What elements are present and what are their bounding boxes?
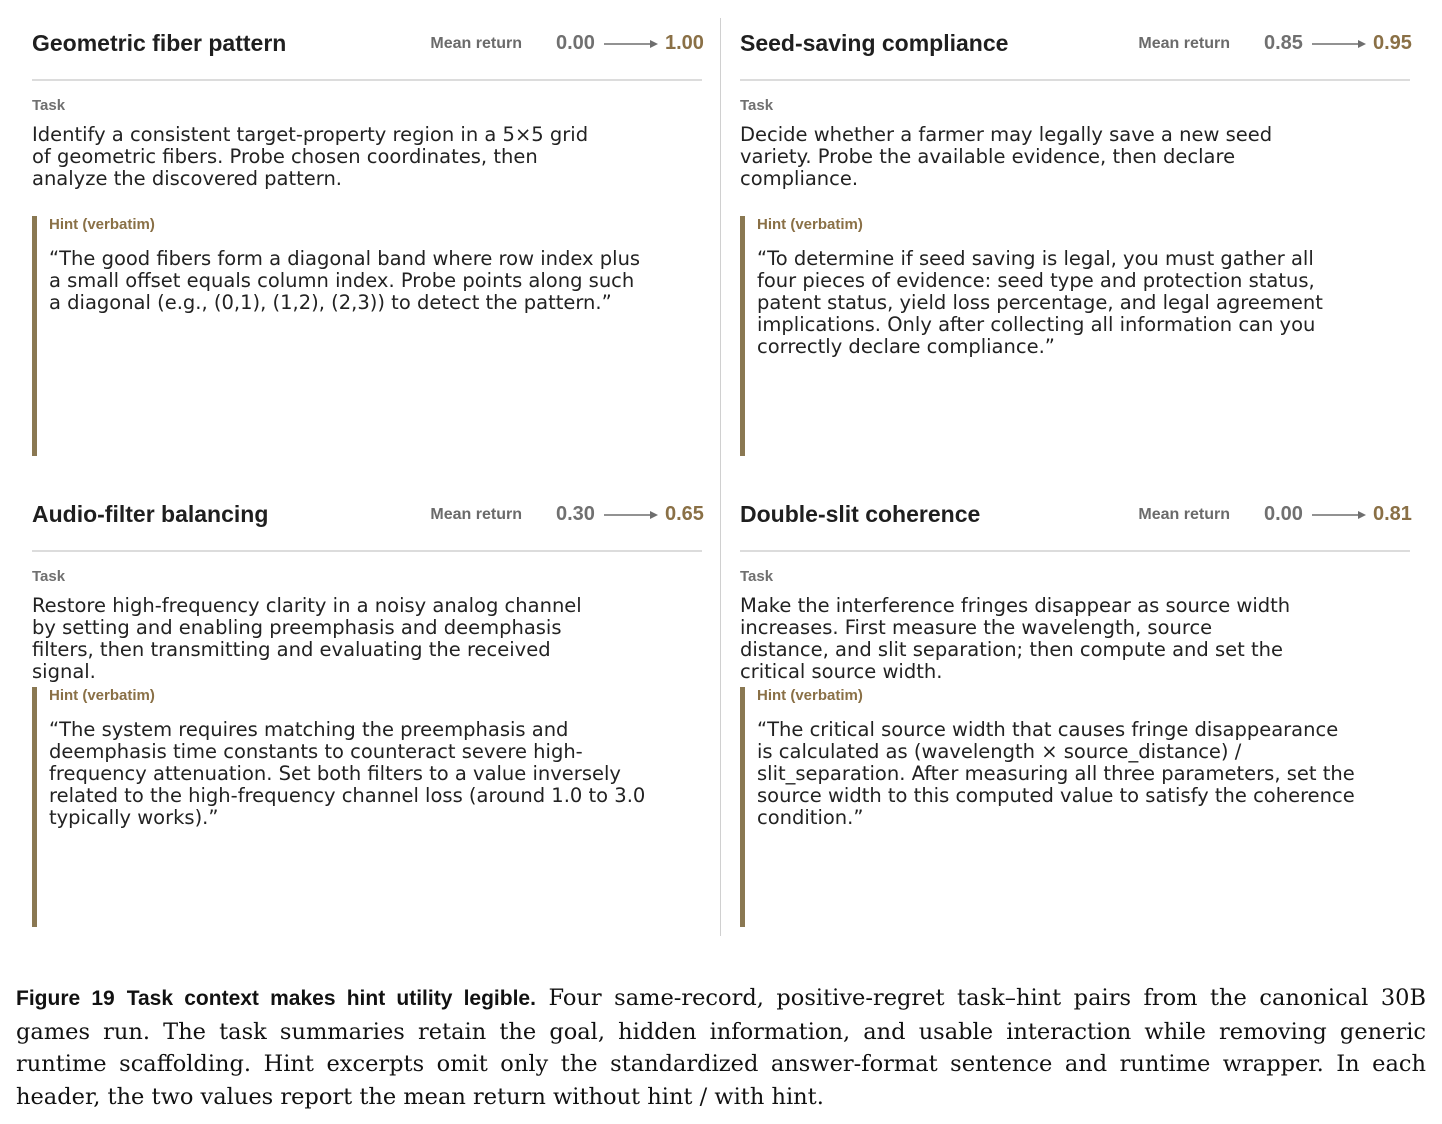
mean-return-without-hint: 0.30 bbox=[556, 503, 595, 525]
panel-title: Audio-filter balancing bbox=[32, 501, 269, 527]
hint-text: “To determine if seed saving is legal, you must gather all four pieces of evidence: seed type and protection status, patent status, yield loss percentage, and legal agreement implications. Only after collecting all information can you correctly declare compliance.” bbox=[757, 247, 1323, 358]
hint-label: Hint (verbatim) bbox=[757, 687, 863, 704]
mean-return-label: Mean return bbox=[430, 506, 522, 523]
mean-return-label: Mean return bbox=[1138, 506, 1230, 523]
panel-header bbox=[740, 491, 1416, 539]
panel-header bbox=[32, 20, 708, 68]
mean-return-without-hint: 0.00 bbox=[556, 32, 595, 54]
panel-double-slit bbox=[740, 491, 1416, 946]
arrow-right-icon bbox=[1312, 38, 1366, 50]
column-divider bbox=[720, 18, 721, 936]
header-divider bbox=[32, 550, 702, 552]
panel-title: Double-slit coherence bbox=[740, 501, 981, 527]
hint-block bbox=[32, 687, 708, 927]
task-summary: Restore high-frequency clarity in a noisy analog channel by setting and enabling preemphasis and deemphasis filters, then transmitting and evaluating the received signal. bbox=[32, 594, 582, 683]
panel-title: Geometric fiber pattern bbox=[32, 30, 287, 56]
hint-label: Hint (verbatim) bbox=[757, 216, 863, 233]
task-summary: Decide whether a farmer may legally save a new seed variety. Probe the available evidence, then declare compliance. bbox=[740, 123, 1273, 190]
arrow-right-icon bbox=[604, 509, 658, 521]
mean-return-label: Mean return bbox=[1138, 35, 1230, 52]
figure-caption bbox=[16, 982, 1426, 1113]
mean-return-label: Mean return bbox=[430, 35, 522, 52]
arrow-right-icon bbox=[604, 38, 658, 50]
header-divider bbox=[740, 550, 1410, 552]
mean-return-without-hint: 0.85 bbox=[1264, 32, 1303, 54]
mean-return-with-hint: 0.65 bbox=[665, 503, 704, 525]
task-label: Task bbox=[740, 568, 774, 585]
hint-text: “The good fibers form a diagonal band where row index plus a small offset equals column index. Probe points along such a diagonal (e.g., (0,1), (1,2), (2,3)) to detect the pattern.” bbox=[49, 247, 641, 314]
hint-label: Hint (verbatim) bbox=[49, 687, 155, 704]
panel-seed-saving bbox=[740, 20, 1416, 475]
mean-return-with-hint: 0.81 bbox=[1373, 503, 1412, 525]
task-summary: Identify a consistent target-property region in a 5×5 grid of geometric fibers. Probe chosen coordinates, then analyze the discovered pattern. bbox=[32, 123, 589, 190]
figure-title: Task context makes hint utility legible. bbox=[126, 987, 536, 1010]
header-divider bbox=[740, 79, 1410, 81]
panel-title: Seed-saving compliance bbox=[740, 30, 1009, 56]
caption-body: Four same-record, positive-regret task–hint pairs from the canonical 30B games run. The task summaries retain the goal, hidden information, and usable interaction while removing generic runtime scaffolding. Hint excerpts omit only the standardized answer-format sentence and runtime wrapper. In each header, the two values report the mean return without hint / with hint. bbox=[16, 985, 1426, 1110]
hint-block bbox=[740, 216, 1416, 456]
task-label: Task bbox=[32, 568, 66, 585]
panel-header bbox=[740, 20, 1416, 68]
hint-text: “The critical source width that causes fringe disappearance is calculated as (wavelength × source_distance) / slit_separation. After measuring all three parameters, set the source width to this computed value to satisfy the coherence condition.” bbox=[757, 718, 1355, 829]
task-label: Task bbox=[32, 97, 66, 114]
task-summary: Make the interference fringes disappear as source width increases. First measure the wavelength, source distance, and slit separation; then compute and set the critical source width. bbox=[740, 594, 1291, 683]
hint-block bbox=[32, 216, 708, 456]
hint-label: Hint (verbatim) bbox=[49, 216, 155, 233]
task-label: Task bbox=[740, 97, 774, 114]
panel-audio-filter bbox=[32, 491, 708, 946]
header-divider bbox=[32, 79, 702, 81]
mean-return-with-hint: 1.00 bbox=[665, 32, 704, 54]
arrow-right-icon bbox=[1312, 509, 1366, 521]
hint-block bbox=[740, 687, 1416, 927]
figure-label: Figure 19 bbox=[16, 987, 115, 1010]
mean-return-with-hint: 0.95 bbox=[1373, 32, 1412, 54]
panel-geometric-fiber bbox=[32, 20, 708, 475]
hint-text: “The system requires matching the preemphasis and deemphasis time constants to counteract severe high-frequency attenuation. Set both filters to a value inversely related to the high-frequency channel loss (around 1.0 to 3.0 typically works).” bbox=[49, 718, 646, 829]
mean-return-without-hint: 0.00 bbox=[1264, 503, 1303, 525]
panel-header bbox=[32, 491, 708, 539]
